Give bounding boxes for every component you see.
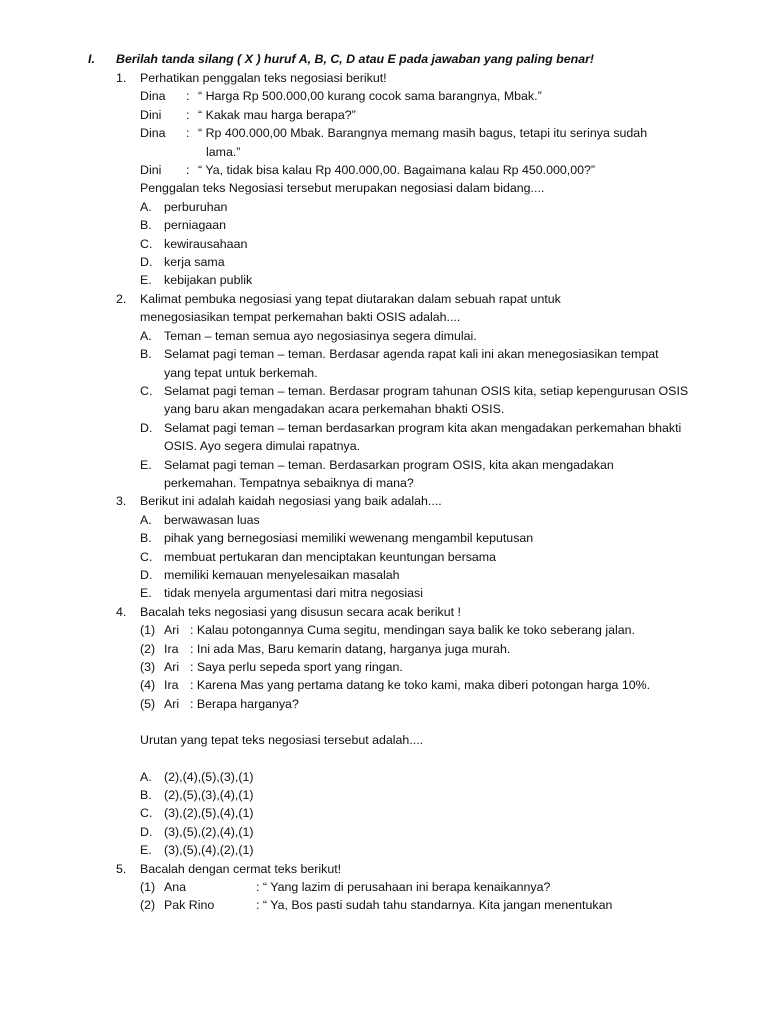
utterance: “ Kakak mau harga berapa?” [198,107,356,122]
section-numeral: I. [88,52,95,66]
option-text: kerja sama [164,255,225,270]
option-b[interactable] [140,345,664,382]
colon: : [186,163,190,178]
option-letter: A. [140,512,152,527]
option-letter: A. [140,199,152,214]
speaker: Ana [164,880,187,895]
item-number: (5) [140,696,156,711]
option-text: kebijakan publik [164,273,253,288]
option-b[interactable] [140,786,716,804]
sentence-item [140,695,716,713]
option-letter: D. [140,567,153,582]
question-number: 4. [116,604,127,619]
speaker: Ira [164,641,179,656]
question-stem: Urutan yang tepat teks negosiasi tersebut adalah.... [140,733,424,748]
option-letter: C. [140,236,153,251]
speaker: Pak Rino [164,898,215,913]
question-text: Bacalah dengan cermat teks berikut! [140,861,342,876]
option-text: Selamat pagi teman – teman. Berdasarkan program OSIS, kita akan mengadakan perkemahan. Tempatnya sebaiknya di mana? [164,457,614,490]
utterance [198,124,716,161]
question-1 [116,69,716,290]
option-letter: B. [140,788,152,803]
sentence-item [140,658,716,676]
option-text: perburuhan [164,199,228,214]
option-text: (3),(5),(4),(2),(1) [164,843,254,858]
speaker: Ari [164,623,180,638]
option-text: berwawasan luas [164,512,260,527]
sentence-item [140,621,716,639]
option-a[interactable] [140,511,716,529]
dialog-line [140,161,716,179]
option-text: (2),(4),(5),(3),(1) [164,769,254,784]
option-d[interactable] [140,419,684,456]
option-a[interactable] [140,768,716,786]
option-text: (3),(5),(2),(4),(1) [164,824,254,839]
question-text: Perhatikan penggalan teks negosiasi berikut! [140,71,387,85]
option-d[interactable] [140,566,716,584]
dialog-line [140,124,716,161]
option-text: kewirausahaan [164,236,248,251]
option-b[interactable] [140,529,716,547]
question-text: Bacalah teks negosiasi yang disusun secara acak berikut ! [140,604,461,619]
option-a[interactable] [140,198,716,216]
utterance-continuation: lama.” [206,144,241,159]
option-letter: A. [140,328,152,343]
section-instruction [88,50,594,68]
option-text: Selamat pagi teman – teman. Berdasar program tahunan OSIS kita, setiap kepengurusan OSIS yang baru akan mengadakan acara perkemahan bhakti OSIS. [164,383,689,417]
option-letter: D. [140,255,153,270]
option-letter: D. [140,420,153,435]
option-e[interactable] [140,456,664,493]
item-text: : Kalau potongannya Cuma segitu, mendingan saya balik ke toko seberang jalan. [190,623,635,638]
instruction-text: Berilah tanda silang ( X ) huruf A, B, C, D atau E pada jawaban yang paling benar! [116,52,595,66]
question-3 [116,492,716,602]
option-text: membuat pertukaran dan menciptakan keuntungan bersama [164,549,497,564]
option-text: Selamat pagi teman – teman berdasarkan program kita akan mengadakan perkemahan bhakti OSIS. Ayo segera dimulai rapatnya. [164,420,682,454]
option-c[interactable] [140,235,716,253]
option-c[interactable] [140,804,716,822]
question-5 [116,860,716,915]
question-list [116,69,716,915]
option-letter: B. [140,531,152,546]
option-e[interactable] [140,271,716,289]
option-text: (2),(5),(3),(4),(1) [164,788,254,803]
option-text: (3),(2),(5),(4),(1) [164,806,254,821]
question-4 [116,603,716,860]
option-text: tidak menyela argumentasi dari mitra negosiasi [164,586,423,601]
colon: : [186,107,190,122]
speaker: Dina [140,89,166,104]
item-number: (4) [140,678,156,693]
option-a[interactable] [140,327,679,345]
option-letter: B. [140,347,152,362]
item-number: (2) [140,898,156,913]
speaker: Ari [164,696,180,711]
question-text: Kalimat pembuka negosiasi yang tepat diutarakan dalam sebuah rapat untuk menegosiasikan tempat perkemahan bakti OSIS adalah.... [140,291,561,325]
option-letter: C. [140,549,153,564]
sentence-item [140,878,716,896]
option-letter: C. [140,383,153,398]
item-text: : Ini ada Mas, Baru kemarin datang, harganya juga murah. [190,641,511,656]
option-text: memiliki kemauan menyelesaikan masalah [164,567,400,582]
utterance: “ Harga Rp 500.000,00 kurang cocok sama barangnya, Mbak.” [198,89,542,104]
dialog-line [140,87,716,105]
item-number: (1) [140,880,156,895]
option-e[interactable] [140,841,716,859]
speaker: Dina [140,126,166,141]
item-text: : Saya perlu sepeda sport yang ringan. [190,660,403,674]
question-number: 5. [116,861,127,876]
speaker: Ira [164,678,179,693]
speaker: Dini [140,163,162,178]
speaker: Ari [164,660,180,674]
item-text: : Berapa harganya? [190,696,299,711]
dialog-line [140,106,716,124]
item-number: (2) [140,641,156,656]
option-letter: A. [140,769,152,784]
item-text: : Karena Mas yang pertama datang ke toko kami, maka diberi potongan harga 10%. [190,678,651,693]
option-c[interactable] [140,548,716,566]
sentence-item [140,896,716,914]
option-c[interactable] [140,382,704,419]
option-e[interactable] [140,584,716,602]
question-2 [116,290,716,492]
sentence-item [140,640,716,658]
option-text: Teman – teman semua ayo negosiasinya segera dimulai. [164,328,477,343]
option-letter: E. [140,273,152,288]
question-stem: Penggalan teks Negosiasi tersebut merupakan negosiasi dalam bidang.... [140,181,545,196]
option-letter: E. [140,843,152,858]
question-number: 2. [116,291,127,306]
option-b[interactable] [140,216,716,234]
item-number: (1) [140,623,156,638]
option-letter: B. [140,218,152,233]
option-text: perniagaan [164,218,227,233]
option-letter: C. [140,806,153,821]
question-text: Berikut ini adalah kaidah negosiasi yang baik adalah.... [140,494,442,509]
utterance: “ Ya, tidak bisa kalau Rp 400.000,00. Bagaimana kalau Rp 450.000,00?” [198,163,596,178]
option-d[interactable] [140,253,716,271]
speaker: Dini [140,107,162,122]
colon: : [186,126,190,141]
question-number: 1. [116,71,127,85]
option-text: pihak yang bernegosiasi memiliki wewenang mengambil keputusan [164,531,534,546]
option-letter: E. [140,586,152,601]
colon: : [186,89,190,104]
option-d[interactable] [140,823,716,841]
utterance-line: “ Rp 400.000,00 Mbak. Barangnya memang masih bagus, tetapi itu serinya sudah [198,126,648,141]
item-text: : “ Yang lazim di perusahaan ini berapa kenaikannya? [256,880,551,895]
question-number: 3. [116,494,127,509]
option-letter: D. [140,824,153,839]
option-letter: E. [140,457,152,472]
sentence-item [140,676,716,694]
option-text: Selamat pagi teman – teman. Berdasar agenda rapat kali ini akan menegosiasikan tempat yang tepat untuk berkemah. [164,347,659,380]
item-text: : “ Ya, Bos pasti sudah tahu standarnya. Kita jangan menentukan [256,898,613,913]
item-number: (3) [140,660,156,674]
